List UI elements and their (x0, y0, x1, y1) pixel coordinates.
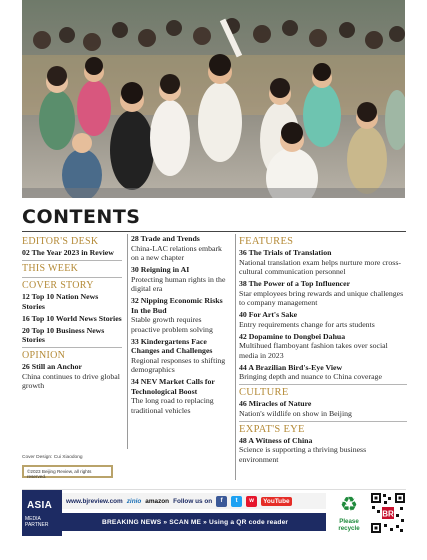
section-editors-desk: EDITOR'S DESK (22, 236, 99, 247)
toc-item-title: 26 Still an Anchor (22, 362, 83, 371)
toc-item[interactable] (22, 314, 122, 324)
asia-media-partner-logo (22, 490, 62, 536)
toc-item-title: 40 For Art's Sake (239, 310, 298, 319)
divider (22, 260, 122, 261)
column-left (22, 234, 122, 393)
weibo-icon[interactable]: w (246, 496, 257, 507)
svg-text:BR: BR (382, 509, 394, 519)
divider (22, 277, 122, 278)
toc-item[interactable] (239, 399, 407, 418)
recycle-label: Please recycle (338, 518, 360, 532)
toc-item-desc: Entry requirements change for arts students (239, 319, 375, 329)
follow-label: Follow us on (173, 497, 213, 505)
section-culture: CULTURE (239, 387, 289, 398)
toc-item-title: 36 The Trials of Translation (239, 248, 332, 257)
toc-item[interactable] (22, 292, 122, 311)
toc-item-desc: Nation's wildlife on show in Beijing (239, 408, 352, 418)
toc-item-title: 42 Dopamine to Dongbei Dahua (239, 331, 346, 341)
toc-item[interactable] (22, 326, 122, 345)
toc-item-desc: Protecting human rights in the digital era (131, 274, 226, 293)
contents-heading: CONTENTS (22, 206, 141, 228)
toc-item-title: 12 Top 10 Nation News Stories (22, 292, 99, 311)
toc-item[interactable] (131, 296, 231, 334)
cover-photo (22, 0, 405, 198)
divider (22, 347, 122, 348)
toc-item-title: 02 The Year 2023 in Review (22, 248, 114, 257)
toc-item-desc: Bringing depth and nuance to China coverage (239, 372, 382, 381)
toc-item-desc: Science is supporting a thriving business environment (239, 445, 367, 464)
column-right (235, 234, 407, 480)
toc-item-title: 16 Top 10 World News Stories (22, 313, 122, 323)
section-expats-eye: EXPAT'S EYE (239, 423, 305, 435)
toc-item[interactable] (239, 310, 407, 329)
recycle-icon: ♻ (340, 494, 358, 516)
divider (239, 384, 407, 385)
toc-item-desc: Multihued flamboyant fashion takes over social media in 2023 (239, 341, 388, 360)
toc-item-desc: China continues to drive global growth (22, 371, 120, 390)
section-opinion: OPINION (22, 350, 66, 361)
toc-item[interactable] (131, 377, 231, 415)
twitter-icon[interactable]: t (231, 496, 242, 507)
toc-item-desc: Star employees bring rewards and unique challenges to company management (239, 288, 404, 307)
toc-item-title: 30 Reigning in AI (131, 265, 190, 274)
toc-item[interactable] (239, 279, 407, 308)
toc-item[interactable] (131, 265, 231, 294)
amazon-link[interactable]: amazon (145, 497, 170, 505)
copyright-box: ©2023 Beijing Review, all rights reserved. (22, 465, 113, 478)
section-this-week: THIS WEEK (22, 263, 79, 274)
asia-logo: ASIA (27, 500, 53, 511)
links-bar (62, 493, 326, 509)
recycle-badge (330, 494, 368, 532)
toc-item[interactable] (239, 363, 407, 382)
toc-item[interactable] (239, 332, 407, 361)
toc-item-title: 46 Miracles of Nature (239, 399, 312, 408)
toc-item-title: 28 Trade and Trends (131, 234, 200, 243)
toc-item-desc: The long road to replacing traditional vehicles (131, 396, 214, 415)
toc-item-desc: China-LAC relations embark on a new chapter (131, 243, 222, 262)
facebook-icon[interactable]: f (216, 496, 227, 507)
toc-item-title: 38 The Power of a Top Influencer (239, 279, 351, 288)
toc-item[interactable] (239, 248, 407, 277)
toc-item-desc: Stable growth requires proactive problem solving (131, 315, 213, 334)
toc-item-title: 20 Top 10 Business News Stories (22, 325, 105, 344)
toc-item-title: 34 NEV Market Calls for Technological Boost (131, 377, 215, 396)
column-middle (127, 234, 231, 449)
toc-item-title: 48 A Witness of China (239, 435, 313, 445)
toc-item[interactable] (22, 248, 122, 258)
heading-rule (22, 231, 406, 232)
media-partner-label: MEDIA PARTNER (25, 516, 49, 528)
youtube-link[interactable]: YouTube (263, 497, 290, 505)
toc-item-desc: National translation exam helps nurture more cross-cultural communication personnel (239, 257, 401, 276)
toc-item[interactable] (131, 337, 231, 375)
toc-item-title: 32 Nipping Economic Risks In the Bud (131, 296, 223, 315)
qr-code[interactable] (370, 492, 406, 534)
breaking-news-bar: BREAKING NEWS » SCAN ME » Using a QR code reader (62, 513, 326, 531)
section-cover-story: COVER STORY (22, 280, 94, 291)
toc-item[interactable] (131, 234, 231, 263)
zinio-link[interactable]: zinio (126, 497, 142, 505)
bottom-banner (22, 489, 406, 535)
section-features: FEATURES (239, 236, 294, 247)
website-link[interactable]: www.bjreview.com (66, 497, 123, 505)
toc-item[interactable] (22, 362, 122, 391)
toc-item-title: 44 A Brazilian Bird's-Eye View (239, 362, 343, 372)
divider (239, 421, 407, 422)
toc-item-desc: Regional responses to shifting demographics (131, 355, 226, 374)
toc-item-title: 33 Kindergartens Face Changes and Challenges (131, 336, 213, 355)
toc-item[interactable] (239, 436, 407, 465)
qr-code-icon (370, 492, 406, 534)
cover-credit: Cover Design: Cui Xiaodong (22, 455, 83, 460)
